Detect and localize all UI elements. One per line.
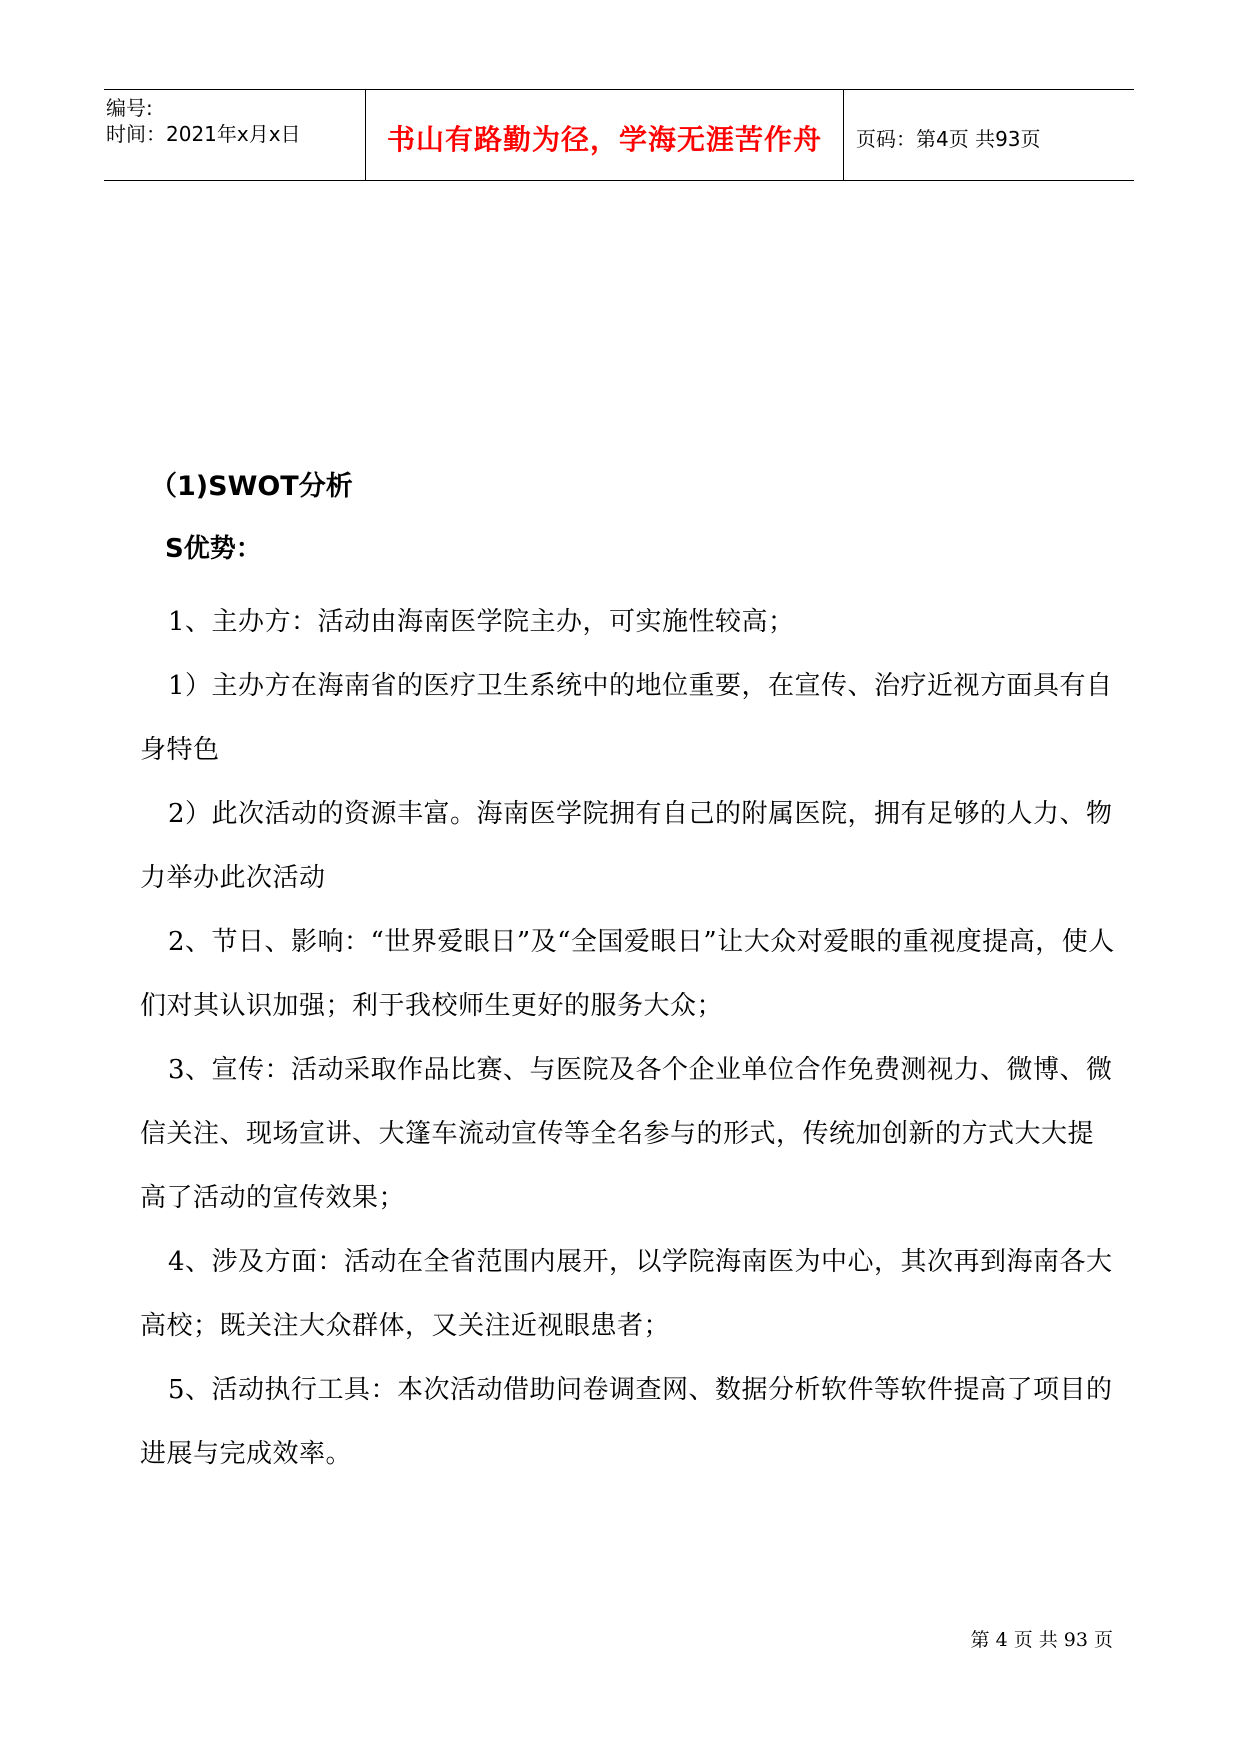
paragraph: 1、主办方：活动由海南医学院主办，可实施性较高； — [168, 607, 795, 637]
paragraph: 2）此次活动的资源丰富。海南医学院拥有自己的附属医院，拥有足够的人力、物力举办此次活动 — [140, 799, 1113, 893]
subsection-title: S优势： — [165, 534, 262, 564]
header-page-label: 页码：第4页 共93页 — [856, 127, 1041, 151]
paragraph: 3、宣传：活动采取作品比赛、与医院及各个企业单位合作免费测视力、微博、微信关注、现场宣讲、大篷车流动宣传等全名参与的形式，传统加创新的方式大大提高了活动的宣传效果； — [140, 1055, 1113, 1213]
document-header — [104, 89, 1134, 181]
header-page-cell — [844, 90, 1134, 180]
paragraph: 1）主办方在海南省的医疗卫生系统中的地位重要，在宣传、治疗近视方面具有自身特色 — [140, 671, 1113, 765]
paragraph: 2、节日、影响：“世界爱眼日”及“全国爱眼日”让大众对爱眼的重视度提高，使人们对其认识加强；利于我校师生更好的服务大众； — [140, 927, 1115, 1021]
paragraph: 4、涉及方面：活动在全省范围内展开，以学院海南医为中心，其次再到海南各大高校；既关注大众群体，又关注近视眼患者； — [140, 1247, 1113, 1341]
header-meta-cell — [104, 90, 366, 180]
time-label: 时间：2021年x月x日 — [106, 122, 301, 146]
section-title: （1)SWOT分析 — [150, 471, 353, 502]
header-motto-cell — [366, 90, 844, 180]
paragraph: 5、活动执行工具：本次活动借助问卷调查网、数据分析软件等软件提高了项目的进展与完成效率。 — [140, 1375, 1113, 1469]
motto: 书山有路勤为径，学海无涯苦作舟 — [386, 123, 822, 156]
document-body — [140, 470, 1120, 1486]
footer-page-number: 第 4 页 共 93 页 — [970, 1629, 1113, 1651]
number-label: 编号: — [106, 96, 153, 120]
